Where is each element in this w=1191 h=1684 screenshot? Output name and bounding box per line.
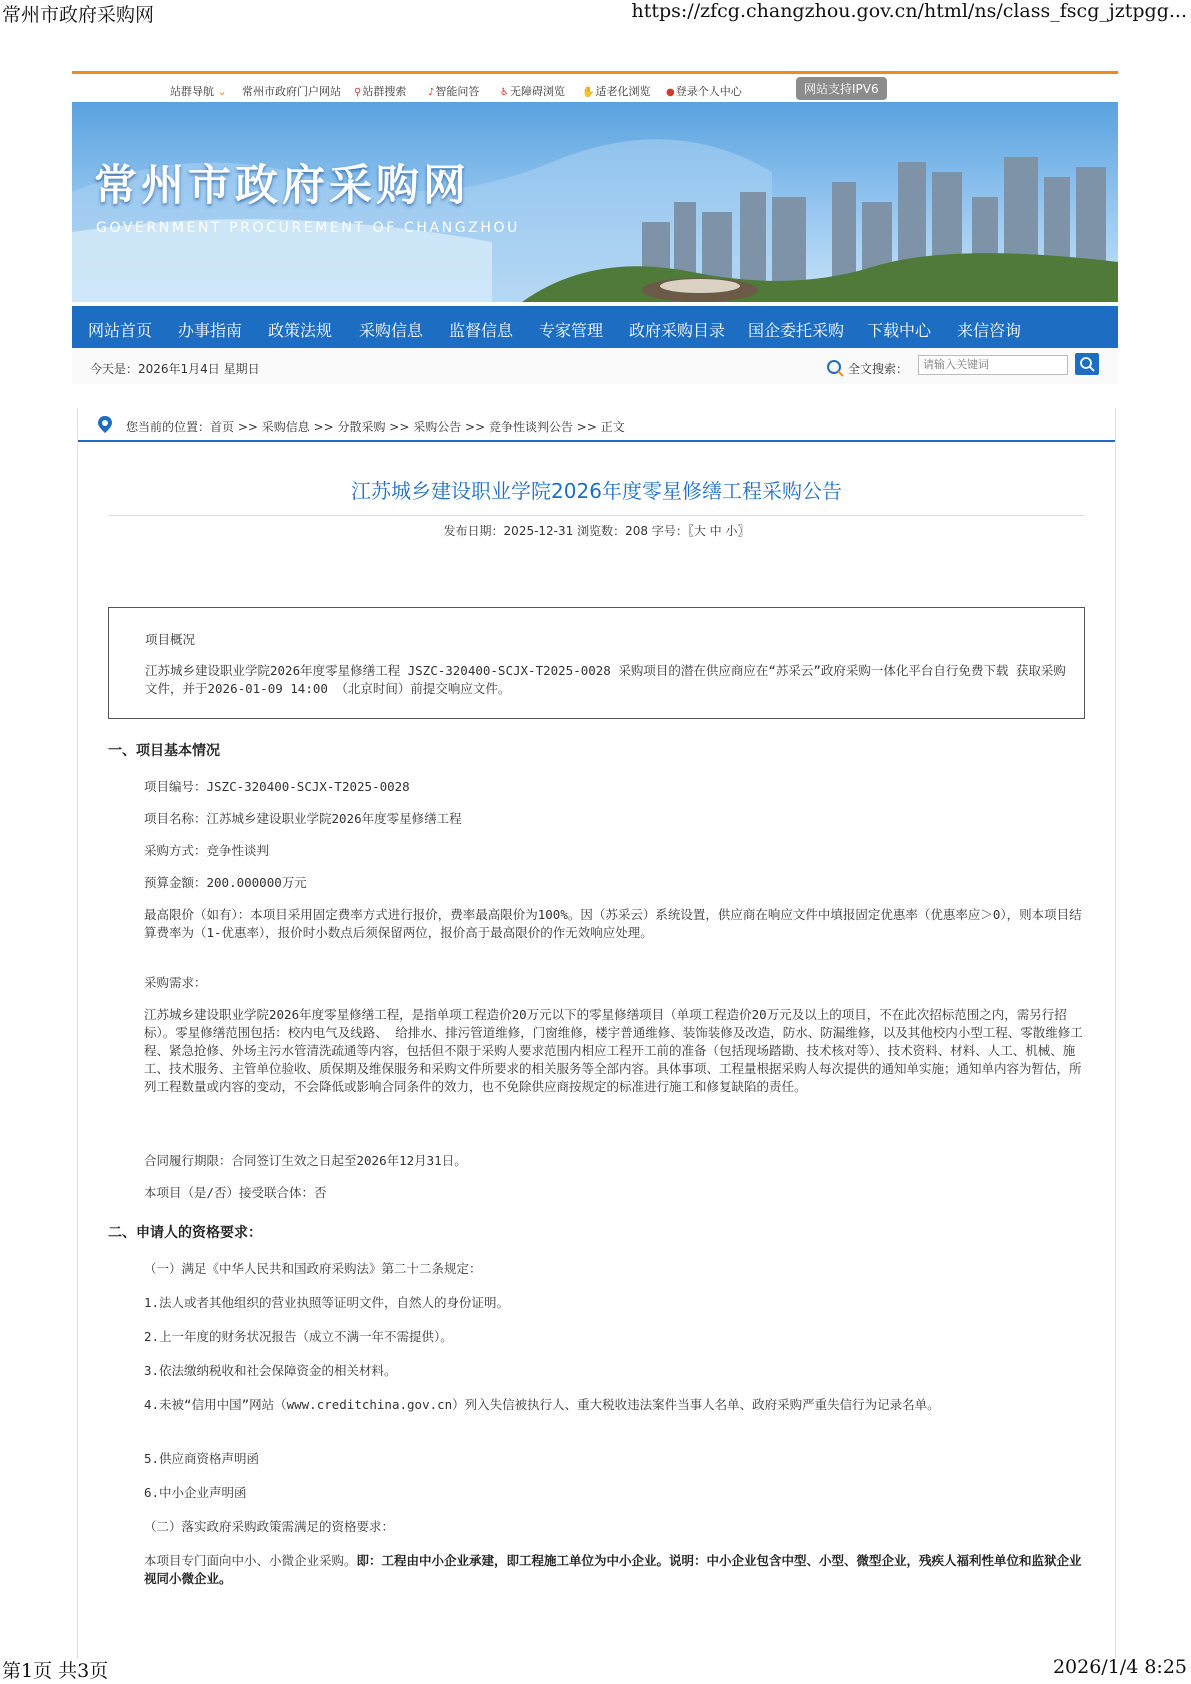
search-button[interactable] xyxy=(1075,353,1099,375)
search-input[interactable] xyxy=(918,355,1068,375)
accessibility-icon: ♿ xyxy=(500,87,509,98)
portal-link[interactable]: 常州市政府门户网站 xyxy=(242,85,341,98)
breadcrumb xyxy=(78,408,1115,442)
today-date: 今天是：2026年1月4日 星期日 xyxy=(90,362,260,376)
elderly-link[interactable]: ✋适老化浏览 xyxy=(582,85,651,98)
banner-subtitle: GOVERNMENT PROCUREMENT OF CHANGZHOU xyxy=(96,220,520,236)
chat-icon: ♪ xyxy=(428,87,435,98)
search-icon xyxy=(826,359,846,380)
qualification-item: 6.中小企业声明函 xyxy=(144,1485,247,1500)
page-counter: 第1页 共3页 xyxy=(2,1660,109,1682)
nav-soe-procurement[interactable]: 国企委托采购 xyxy=(748,321,845,340)
consortium: 本项目（是/否）接受联合体：否 xyxy=(144,1185,327,1200)
qualification-item: 1.法人或者其他组织的营业执照等证明文件，自然人的身份证明。 xyxy=(144,1295,510,1310)
accessible-link[interactable]: ♿无障碍浏览 xyxy=(500,85,565,98)
print-header-title: 常州市政府采购网 xyxy=(2,4,155,26)
section-2-heading: 二、申请人的资格要求： xyxy=(108,1225,262,1241)
print-timestamp: 2026/1/4 8:25 xyxy=(1052,1656,1187,1678)
budget-amount: 预算金额：200.000000万元 xyxy=(144,875,307,890)
print-header xyxy=(0,0,1191,26)
site-search-link[interactable]: ⚲站群搜索 xyxy=(354,85,407,98)
section-1-heading: 一、项目基本情况 xyxy=(108,743,220,759)
qualification-item: 3.依法缴纳税收和社会保障资金的相关材料。 xyxy=(144,1363,397,1378)
qualification-sub1: （一）满足《中华人民共和国政府采购法》第二十二条规定： xyxy=(144,1261,482,1276)
nav-experts[interactable]: 专家管理 xyxy=(539,321,604,340)
user-icon: ● xyxy=(666,87,675,98)
project-summary-box xyxy=(108,607,1085,719)
summary-heading: 项目概况 xyxy=(145,632,196,647)
article-container xyxy=(77,408,1116,1658)
article-title: 江苏城乡建设职业学院2026年度零星修缮工程采购公告 xyxy=(351,479,842,503)
smart-qa-link[interactable]: ♪智能问答 xyxy=(428,85,480,98)
date-search-bar xyxy=(72,348,1118,384)
nav-catalog[interactable]: 政府采购目录 xyxy=(629,321,726,340)
nav-downloads[interactable]: 下载中心 xyxy=(867,321,932,340)
magnifier-icon xyxy=(1075,353,1099,375)
print-header-url: https://zfcg.changzhou.gov.cn/html/ns/class_fscg_jztpgg... xyxy=(631,0,1187,22)
summary-text: 江苏城乡建设职业学院2026年度零星修缮工程 JSZC-320400-SCJX-T2025-0028 采购项目的潜在供应商应在“苏采云”政府采购一体化平台自行免费下载 获取采购文件，并于2026-01-09 14:00 （北京时间）前提交响应文件。 xyxy=(145,663,1066,696)
demand-text: 江苏城乡建设职业学院2026年度零星修缮工程，是指单项工程造价20万元以下的零星修缮项目（单项工程造价20万元及以上的项目，不在此次招标范围之内，需另行招标）。零星修缮范围包括：校内电气及线路、 给排水、排污管道维修，门窗维修，楼宇普通维修、装饰装修及改造，防水、防漏维修，以及其他校内小型工程、零散维修工程、紧急抢修、外场主污水管清洗疏通等内容，包括但不限于采购人要求范围内相应工程开工前的准备（包括现场踏勘、技术核对等）、技术资料、材料、人工、机械、施工、技术服务、主管单位验收、质保期及维保服务和采购文件所要求的相关服务等全部内容。具体事项、工程量根据采购人每次提供的通知单实施；通知单内容为暂估，所列工程数量或内容的变动，不会降低或影响合同条件的效力，也不免除供应商按规定的标准进行施工和修复缺陷的责任。 xyxy=(144,1007,1083,1094)
nav-home[interactable]: 网站首页 xyxy=(88,321,153,340)
project-name: 项目名称：江苏城乡建设职业学院2026年度零星修缮工程 xyxy=(144,811,462,826)
divider xyxy=(108,515,1085,516)
demand-label: 采购需求： xyxy=(144,975,207,990)
qualification-sub2: （二）落实政府采购政策需满足的资格要求： xyxy=(144,1519,395,1534)
location-pin-icon xyxy=(96,415,114,438)
contract-period: 合同履行期限：合同签订生效之日起至2026年12月31日。 xyxy=(144,1153,467,1168)
site-nav-link[interactable]: 站群导航 ⌄ xyxy=(170,85,227,98)
hand-icon: ✋ xyxy=(582,87,595,98)
policy-plain: 本项目专门面向中小、小微企业采购。 xyxy=(144,1553,357,1568)
nav-guide[interactable]: 办事指南 xyxy=(178,321,243,340)
project-number: 项目编号：JSZC-320400-SCJX-T2025-0028 xyxy=(144,779,410,794)
nav-supervision[interactable]: 监督信息 xyxy=(449,321,514,340)
qualification-item: 2.上一年度的财务状况报告（成立不满一年不需提供）。 xyxy=(144,1329,453,1344)
policy-statement xyxy=(144,1552,1084,1588)
main-nav xyxy=(72,306,1118,348)
ipv6-badge: 网站支持IPV6 xyxy=(796,77,887,100)
max-price: 最高限价（如有）：本项目采用固定费率方式进行报价，费率最高限价为100%。因（苏采云）系统设置，供应商在响应文件中填报固定优惠率（优惠率应＞0），则本项目结算费率为（1-优惠率），报价时小数点后须保留两位，报价高于最高限价的作无效响应处理。 xyxy=(144,907,1082,940)
qualification-item: 4.未被“信用中国”网站（www.creditchina.gov.cn）列入失信被执行人、重大税收违法案件当事人名单、政府采购严重失信行为记录名单。 xyxy=(144,1397,940,1412)
search-icon: ⚲ xyxy=(354,87,362,98)
article-meta: 发布日期：2025-12-31 浏览数：208 字号：〖大 中 小〗 xyxy=(443,524,750,538)
nav-procurement-info[interactable]: 采购信息 xyxy=(359,321,424,340)
print-footer xyxy=(0,1656,1191,1682)
chevron-down-icon: ⌄ xyxy=(214,85,227,98)
top-toolbar xyxy=(72,74,1118,102)
banner-title: 常州市政府采购网 xyxy=(94,161,470,211)
login-link[interactable]: ●登录个人中心 xyxy=(666,85,742,98)
site-banner xyxy=(72,102,1118,302)
policy-bold: 即：工程由中小企业承建，即工程施工单位为中小企业。说明：中小企业包含中型、小型、微型企业，残疾人福利性单位和监狱企业视同小微企业。 xyxy=(144,1553,1082,1586)
nav-policy[interactable]: 政策法规 xyxy=(268,321,333,340)
qualification-item: 5.供应商资格声明函 xyxy=(144,1451,260,1466)
nav-inquiry[interactable]: 来信咨询 xyxy=(957,321,1022,340)
breadcrumb-path[interactable]: 您当前的位置：首页 >> 采购信息 >> 分散采购 >> 采购公告 >> 竞争性谈判公告 >> 正文 xyxy=(126,420,625,434)
procurement-method: 采购方式：竞争性谈判 xyxy=(144,843,270,858)
site-header xyxy=(72,71,1118,384)
search-label: 全文搜索： xyxy=(848,362,909,376)
